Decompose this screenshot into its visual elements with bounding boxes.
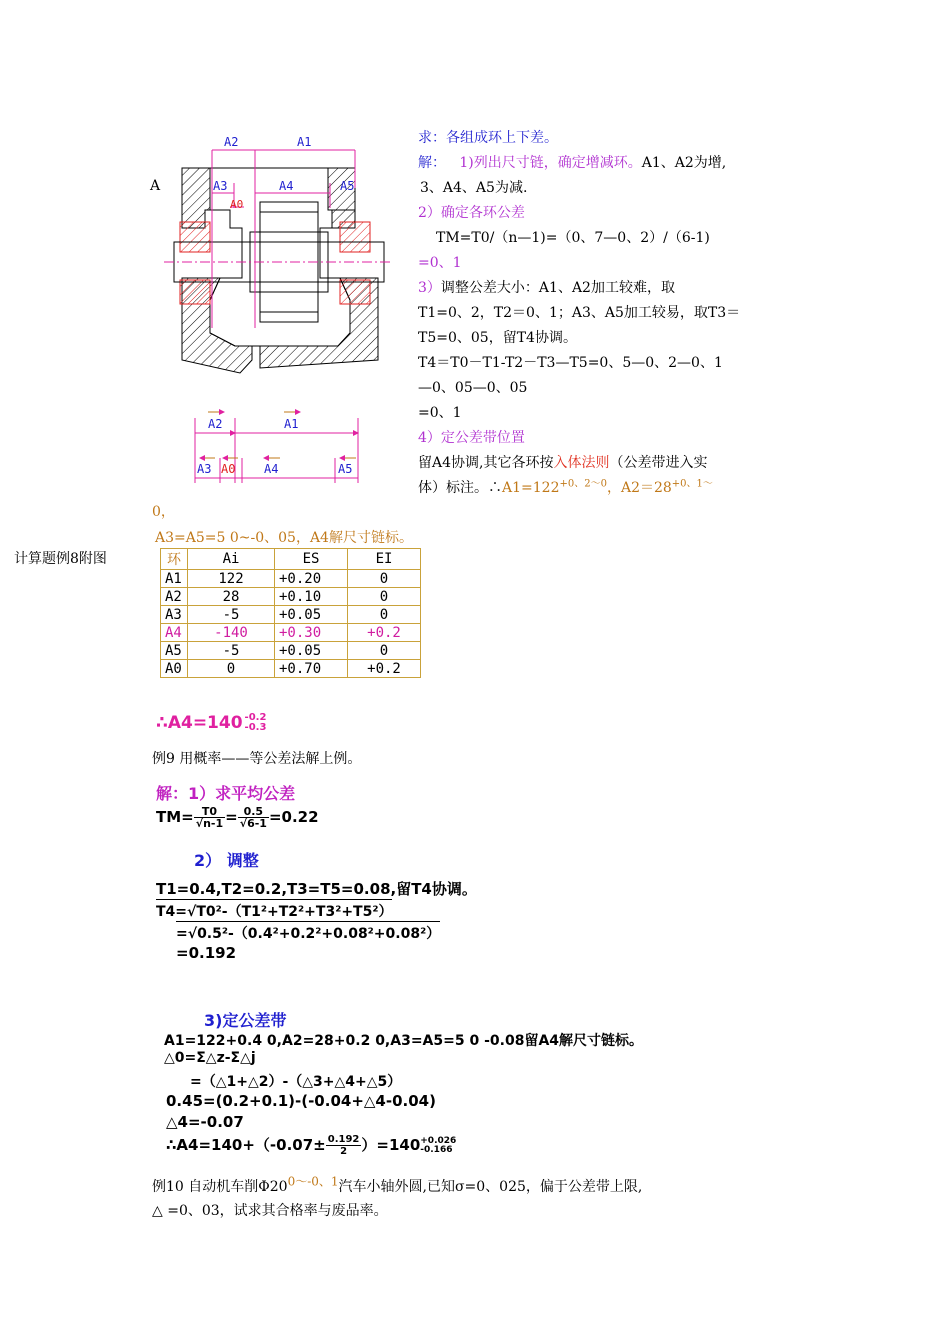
delta-line-4: △4=-0.07 xyxy=(166,1113,244,1131)
t4-line-1: T4=√T0²-（T1²+T2²+T3²+T5²） xyxy=(156,899,392,921)
right-line-15: 体）标注。$\therefore A1=122^{+0、2\sim 0}$，$A2=28^{+0、1\sim}$ xyxy=(418,478,713,496)
right-line-4: 2）确定各环公差 xyxy=(418,205,525,221)
fig-label-a2: A2 xyxy=(224,135,239,149)
right-line-9: T5=0、05，留T4协调。 xyxy=(418,330,577,346)
dimension-chain xyxy=(195,412,358,483)
delta-line-2: =（△1+△2）-（△3+△4+△5） xyxy=(190,1074,402,1090)
svg-text:A4: A4 xyxy=(264,462,279,476)
right-line-3: 3、A4、A5为减. xyxy=(420,180,528,196)
table-row: A1 122 +0.20 0 xyxy=(161,570,421,588)
figure-letter-a: A xyxy=(150,178,161,194)
delta-line-3: 0.45=(0.2+0.1)-(-0.04+△4-0.04) xyxy=(166,1092,436,1110)
table-row: A3 -5 +0.05 0 xyxy=(161,606,421,624)
t-line: T1=0.4,T2=0.2,T3=T5=0.08,留T4协调。 xyxy=(156,880,477,898)
assembly-drawing xyxy=(160,128,400,498)
right-line-10: T4＝T0－T1-T2－T3—T5=0、5—0、2—0、1 xyxy=(418,355,723,371)
right-line-2: 解： 1)列出尺寸链，确定增减环。A1、A2为增, xyxy=(418,155,727,171)
table-row: A5 -5 +0.05 0 xyxy=(161,642,421,660)
a-values-line: A1=122+0.4 0,A2=28+0.2 0,A3=A5=5 0 -0.08留A4解尺寸链标。 xyxy=(164,1033,644,1049)
example10-line-1: 例10 自动机车削$\Phi 20^{0\sim-0、1}$汽车小轴外圆,已知σ=0、025，偏于公差带上限, xyxy=(152,1174,643,1195)
right-line-8: T1=0、2，T2＝0、1；A3、A5加工较易，取T3＝ xyxy=(418,305,741,321)
example9-step2: 2） 调整 xyxy=(194,851,259,870)
fig-label-a3: A3 xyxy=(213,179,228,193)
svg-text:A0: A0 xyxy=(221,462,236,476)
svg-text:A1: A1 xyxy=(284,417,299,431)
delta-line-1: △0=Σ△z-Σ△j xyxy=(164,1050,256,1066)
t4-line-2: =√0.5²-（0.4²+0.2²+0.08²+0.08²） xyxy=(176,921,440,943)
example10-line-2: △ =0、03，试求其合格率与废品率。 xyxy=(152,1203,388,1219)
final-a4: ∴A4=140+（-0.07± $\frac{0.192}{2}$ ）=140 +0.026 -0.166 xyxy=(166,1134,457,1157)
right-line-1: 求：各组成环上下差。 xyxy=(418,130,558,146)
right-line-11: —0、05—0、05 xyxy=(418,380,528,396)
right-line-7: 3）调整公差大小：A1、A2加工较难，取 xyxy=(418,280,675,296)
svg-text:A2: A2 xyxy=(208,417,223,431)
right-line-13: 4）定公差带位置 xyxy=(418,430,525,446)
table-row: A4 -140 +0.30 +0.2 xyxy=(161,624,421,642)
example9-step3: 3)定公差带 xyxy=(204,1011,287,1030)
table-header-row: 环 Ai ES EI xyxy=(161,549,421,570)
result-a4: ∴A4=140 -0.2 -0.3 xyxy=(156,712,267,733)
tm-formula: TM= $\frac{T0}{√n-1}$ = $\frac{0.5}{√6-1}$ =0.22 xyxy=(156,805,319,830)
dimension-table xyxy=(160,548,421,678)
right-line-16: 0， xyxy=(152,504,175,520)
figure-caption: 计算题例8附图 xyxy=(14,551,107,567)
right-line-17: A3=A5=5 0~-0、05，A4解尺寸链标。 xyxy=(155,530,413,546)
right-line-6: =0、1 xyxy=(418,255,462,271)
example9-intro: 例9 用概率——等公差法解上例。 xyxy=(152,751,362,767)
table-row: A2 28 +0.10 0 xyxy=(161,588,421,606)
right-line-12: =0、1 xyxy=(418,405,462,421)
t4-line-3: =0.192 xyxy=(176,944,237,962)
fig-label-a0: A0 xyxy=(230,198,244,211)
right-line-14: 留A4协调,其它各环按入体法则（公差带进入实 xyxy=(418,455,708,471)
svg-text:A3: A3 xyxy=(197,462,212,476)
fig-label-a5: A5 xyxy=(340,179,355,193)
right-line-5: TM=T0/（n—1)=（0、7—0、2）/（6-1) xyxy=(436,230,710,246)
table-row: A0 0 +0.70 +0.2 xyxy=(161,660,421,678)
fig-label-a4: A4 xyxy=(279,179,294,193)
svg-text:A5: A5 xyxy=(338,462,353,476)
fig-label-a1: A1 xyxy=(297,135,312,149)
example9-step1: 解：1）求平均公差 xyxy=(156,784,296,803)
